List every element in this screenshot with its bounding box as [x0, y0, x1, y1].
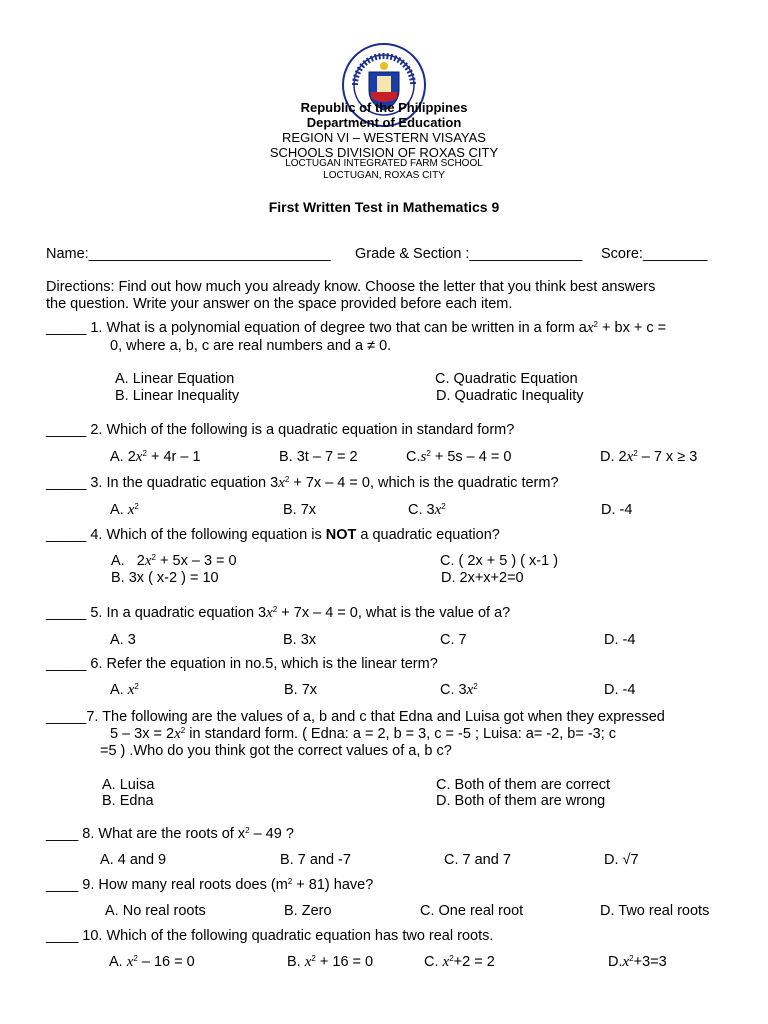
q9-option-c[interactable]: C. One real root: [420, 903, 524, 919]
question-7: _____7. The following are the values of a, b and c that Edna and Luisa got when they expressed: [46, 709, 665, 725]
question-number: 1.: [90, 320, 103, 336]
test-title: First Written Test in Mathematics 9: [268, 199, 500, 215]
answer-blank[interactable]: _____: [46, 709, 87, 725]
q7-option-d[interactable]: D. Both of them are wrong: [436, 793, 606, 809]
q2-option-d[interactable]: D. $2x^2 - 7$ x ≥ 3: [600, 449, 698, 465]
q9-option-b[interactable]: B. Zero: [284, 903, 332, 919]
q6-option-b[interactable]: B. 7x: [284, 682, 318, 698]
q7-option-c[interactable]: C. Both of them are correct: [436, 777, 611, 793]
header-department: Department of Education: [306, 115, 462, 130]
answer-blank[interactable]: _____: [46, 656, 87, 672]
q5-option-c[interactable]: C. 7: [440, 632, 467, 648]
question-1-line-2: 0, where a, b, c are real numbers and a ≠ 0.: [110, 338, 392, 354]
q5-option-d[interactable]: D. -4: [604, 632, 636, 648]
question-text: What is a polynomial equation of degree two that can be written in a form a: [106, 320, 587, 336]
answer-blank[interactable]: _____: [46, 422, 87, 438]
answer-blank[interactable]: ____: [46, 826, 79, 842]
q8-option-b[interactable]: B. 7 and -7: [280, 852, 351, 868]
q6-option-d[interactable]: D. -4: [604, 682, 636, 698]
question-5: _____ 5. In a quadratic equation $3x^2 + 7x - 4 = 0$, what is the value of a?: [46, 605, 511, 621]
q7-option-a[interactable]: A. Luisa: [102, 777, 155, 793]
q2-option-b[interactable]: B. 3t – 7 = 2: [279, 449, 358, 465]
answer-blank[interactable]: _____: [46, 475, 87, 491]
q3-option-a[interactable]: A. $x^2$: [110, 502, 139, 518]
q1-option-c[interactable]: C. Quadratic Equation: [435, 371, 578, 387]
question-6: _____ 6. Refer the equation in no.5, which is the linear term?: [46, 656, 438, 672]
header-school: LOCTUGAN INTEGRATED FARM SCHOOL: [285, 158, 483, 169]
q3-option-c[interactable]: C. $3x^2$: [408, 502, 446, 518]
answer-blank[interactable]: _____: [46, 605, 87, 621]
answer-blank[interactable]: _____: [46, 527, 87, 543]
header-division: SCHOOLS DIVISION OF ROXAS CITY: [269, 145, 499, 160]
question-7-line-3: =5 ) .Who do you think got the correct values of a, b c?: [100, 743, 452, 759]
q10-option-b[interactable]: B. $x^2 + 16 = 0$: [287, 954, 374, 970]
answer-blank[interactable]: ____: [46, 928, 79, 944]
name-field[interactable]: Name:______________________________: [46, 246, 331, 262]
question-4: _____ 4. Which of the following equation is NOT a quadratic equation?: [46, 527, 500, 543]
q1-option-a[interactable]: A. Linear Equation: [115, 371, 235, 387]
header-region: REGION VI – WESTERN VISAYAS: [282, 130, 486, 145]
q6-option-a[interactable]: A. $x^2$: [110, 682, 139, 698]
q4-option-c[interactable]: C. ( 2x + 5 ) ( x-1 ): [440, 553, 559, 569]
directions-line-1: Directions: Find out how much you already know. Choose the letter that you think best answers: [46, 279, 656, 295]
question-2: _____ 2. Which of the following is a quadratic equation in standard form?: [46, 422, 515, 438]
question-7-line-2: $5 - 3x = 2x^2$ in standard form. ( Edna: a = 2, b = 3, c = -5 ; Luisa: a= -2, b= -3; c: [110, 726, 617, 742]
q5-option-a[interactable]: A. 3: [110, 632, 136, 648]
q8-option-a[interactable]: A. 4 and 9: [100, 852, 167, 868]
question-text: Which of the following is a quadratic equation in standard form?: [106, 422, 515, 438]
q8-option-c[interactable]: C. 7 and 7: [444, 852, 511, 868]
q10-option-c[interactable]: C. $x^2+2 = 2$: [424, 954, 495, 970]
answer-blank[interactable]: _____: [46, 320, 87, 336]
question-10: ____ 10. Which of the following quadratic equation has two real roots.: [46, 928, 494, 944]
q4-option-d[interactable]: D. 2x+x+2=0: [441, 570, 524, 586]
q2-option-c[interactable]: $C.s^2 + 5s - 4 = 0$: [406, 449, 512, 465]
question-1: _____ 1. What is a polynomial equation of degree two that can be written in a form $ax^2$ + bx + c =: [46, 320, 667, 336]
question-8: ____ 8. What are the roots of $x^2 - 49$ ?: [46, 826, 294, 842]
q3-option-b[interactable]: B. 7x: [283, 502, 317, 518]
q9-option-d[interactable]: D. Two real roots: [600, 903, 710, 919]
q7-option-b[interactable]: B. Edna: [102, 793, 154, 809]
q5-option-b[interactable]: B. 3x: [283, 632, 317, 648]
question-3: _____ 3. In the quadratic equation $3x^2 + 7x - 4 = 0$, which is the quadratic term?: [46, 475, 559, 491]
q2-option-a[interactable]: A. $2x^2 + 4r - 1$: [110, 449, 201, 465]
q8-option-d[interactable]: D. √7: [604, 852, 639, 868]
grade-section-field[interactable]: Grade & Section :______________: [355, 246, 583, 262]
q10-option-d[interactable]: $D.x^2+3=3$: [608, 954, 667, 970]
answer-blank[interactable]: ____: [46, 877, 79, 893]
header-republic: Republic of the Philippines: [300, 100, 468, 115]
score-field[interactable]: Score:________: [601, 246, 708, 262]
q9-option-a[interactable]: A. No real roots: [105, 903, 206, 919]
directions-line-2: the question. Write your answer on the space provided before each item.: [46, 296, 513, 312]
q1-option-d[interactable]: D. Quadratic Inequality: [436, 388, 584, 404]
q6-option-c[interactable]: C. $3x^2$: [440, 682, 478, 698]
q10-option-a[interactable]: A. $x^2 - 16 = 0$: [109, 954, 195, 970]
q3-option-d[interactable]: D. -4: [601, 502, 633, 518]
q4-option-b[interactable]: B. 3x ( x-2 ) = 10: [111, 570, 219, 586]
question-9: ____ 9. How many real roots does $(m^2 + 81)$ have?: [46, 877, 374, 893]
q4-option-a[interactable]: A. $2x^2 + 5x - 3 = 0$: [111, 553, 237, 569]
q1-option-b[interactable]: B. Linear Inequality: [115, 388, 240, 404]
header-address: LOCTUGAN, ROXAS CITY: [323, 170, 445, 181]
